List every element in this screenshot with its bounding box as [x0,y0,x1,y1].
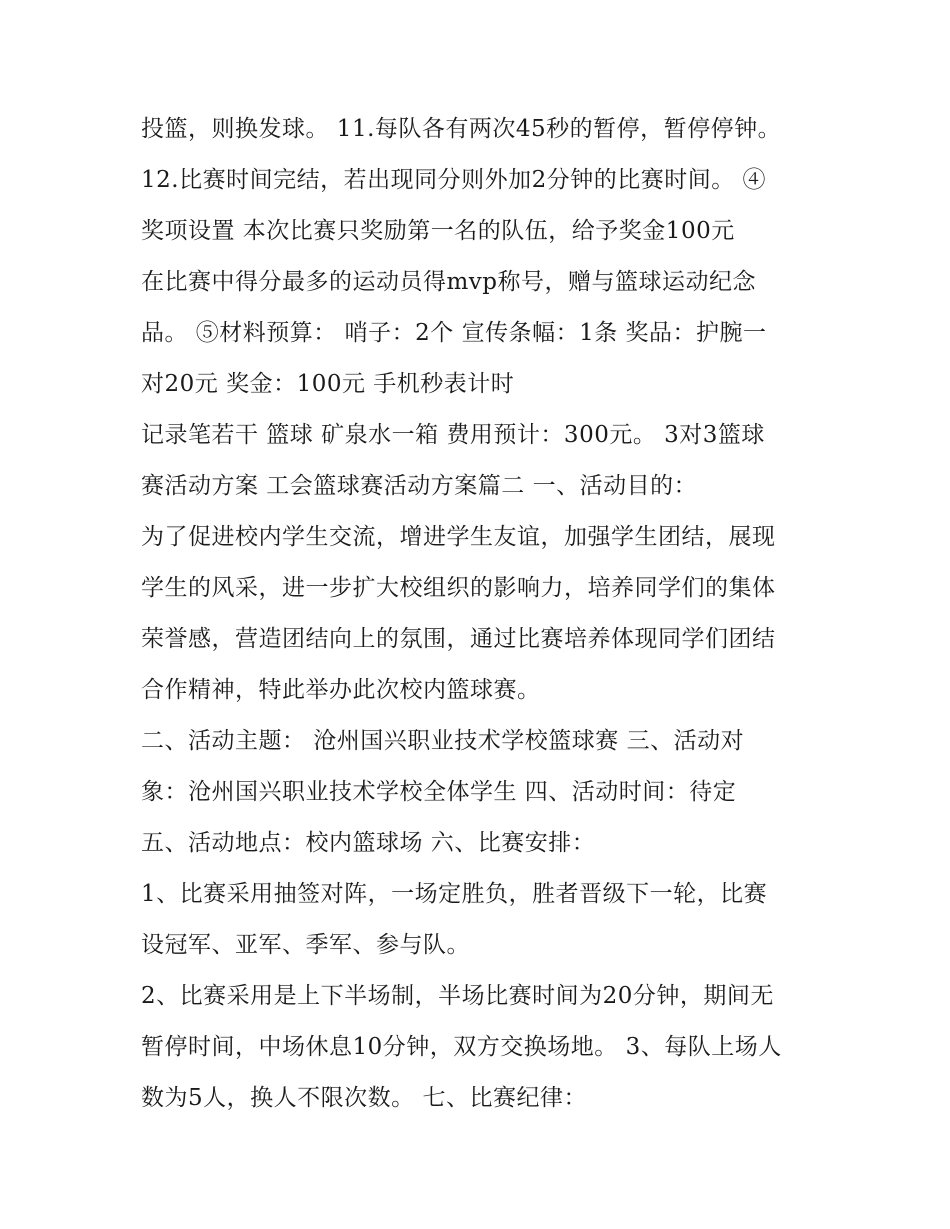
text-line: 品。 ⑤材料预算： 哨子：2个 宣传条幅：1条 奖品：护腕一 [141,320,767,346]
text-line: 12.比赛时间完结，若出现同分则外加2分钟的比赛时间。 ④ [141,167,767,193]
text-line: 在比赛中得分最多的运动员得mvp称号，赠与篮球运动纪念 [141,269,757,295]
text-line: 合作精神，特此举办此次校内篮球赛。 [141,677,541,703]
text-line: 五、活动地点：校内篮球场 六、比赛安排： [141,830,596,856]
text-line: 暂停时间，中场休息10分钟，双方交换场地。 3、每队上场人 [141,1034,782,1060]
text-line: 为了促进校内学生交流，增进学生友谊，加强学生团结，展现 [141,524,776,550]
text-line: 1、比赛采用抽签对阵，一场定胜负，胜者晋级下一轮，比赛 [141,881,768,907]
document-body [141,104,841,1124]
text-line: 对20元 奖金：100元 手机秒表计时 [141,371,515,397]
text-line: 荣誉感，营造团结向上的氛围，通过比赛培养体现同学们团结 [141,626,776,652]
text-line: 数为5人，换人不限次数。 七、比赛纪律： [141,1085,587,1111]
text-line: 赛活动方案 工会篮球赛活动方案篇二 一、活动目的： [141,473,698,499]
text-line: 学生的风采，进一步扩大校组织的影响力，培养同学们的集体 [141,575,776,601]
text-line: 投篮，则换发球。 11.每队各有两次45秒的暂停，暂停停钟。 [141,116,782,142]
text-line: 奖项设置 本次比赛只奖励第一名的队伍，给予奖金100元 [141,218,735,244]
text-line: 2、比赛采用是上下半场制，半场比赛时间为20分钟，期间无 [141,983,774,1009]
text-line: 象：沧州国兴职业技术学校全体学生 四、活动时间：待定 [141,779,737,805]
text-line: 设冠军、亚军、季军、参与队。 [141,932,470,958]
text-line: 记录笔若干 篮球 矿泉水一箱 费用预计：300元。 3对3篮球 [141,422,765,448]
text-line: 二、活动主题： 沧州国兴职业技术学校篮球赛 三、活动对 [141,728,745,754]
